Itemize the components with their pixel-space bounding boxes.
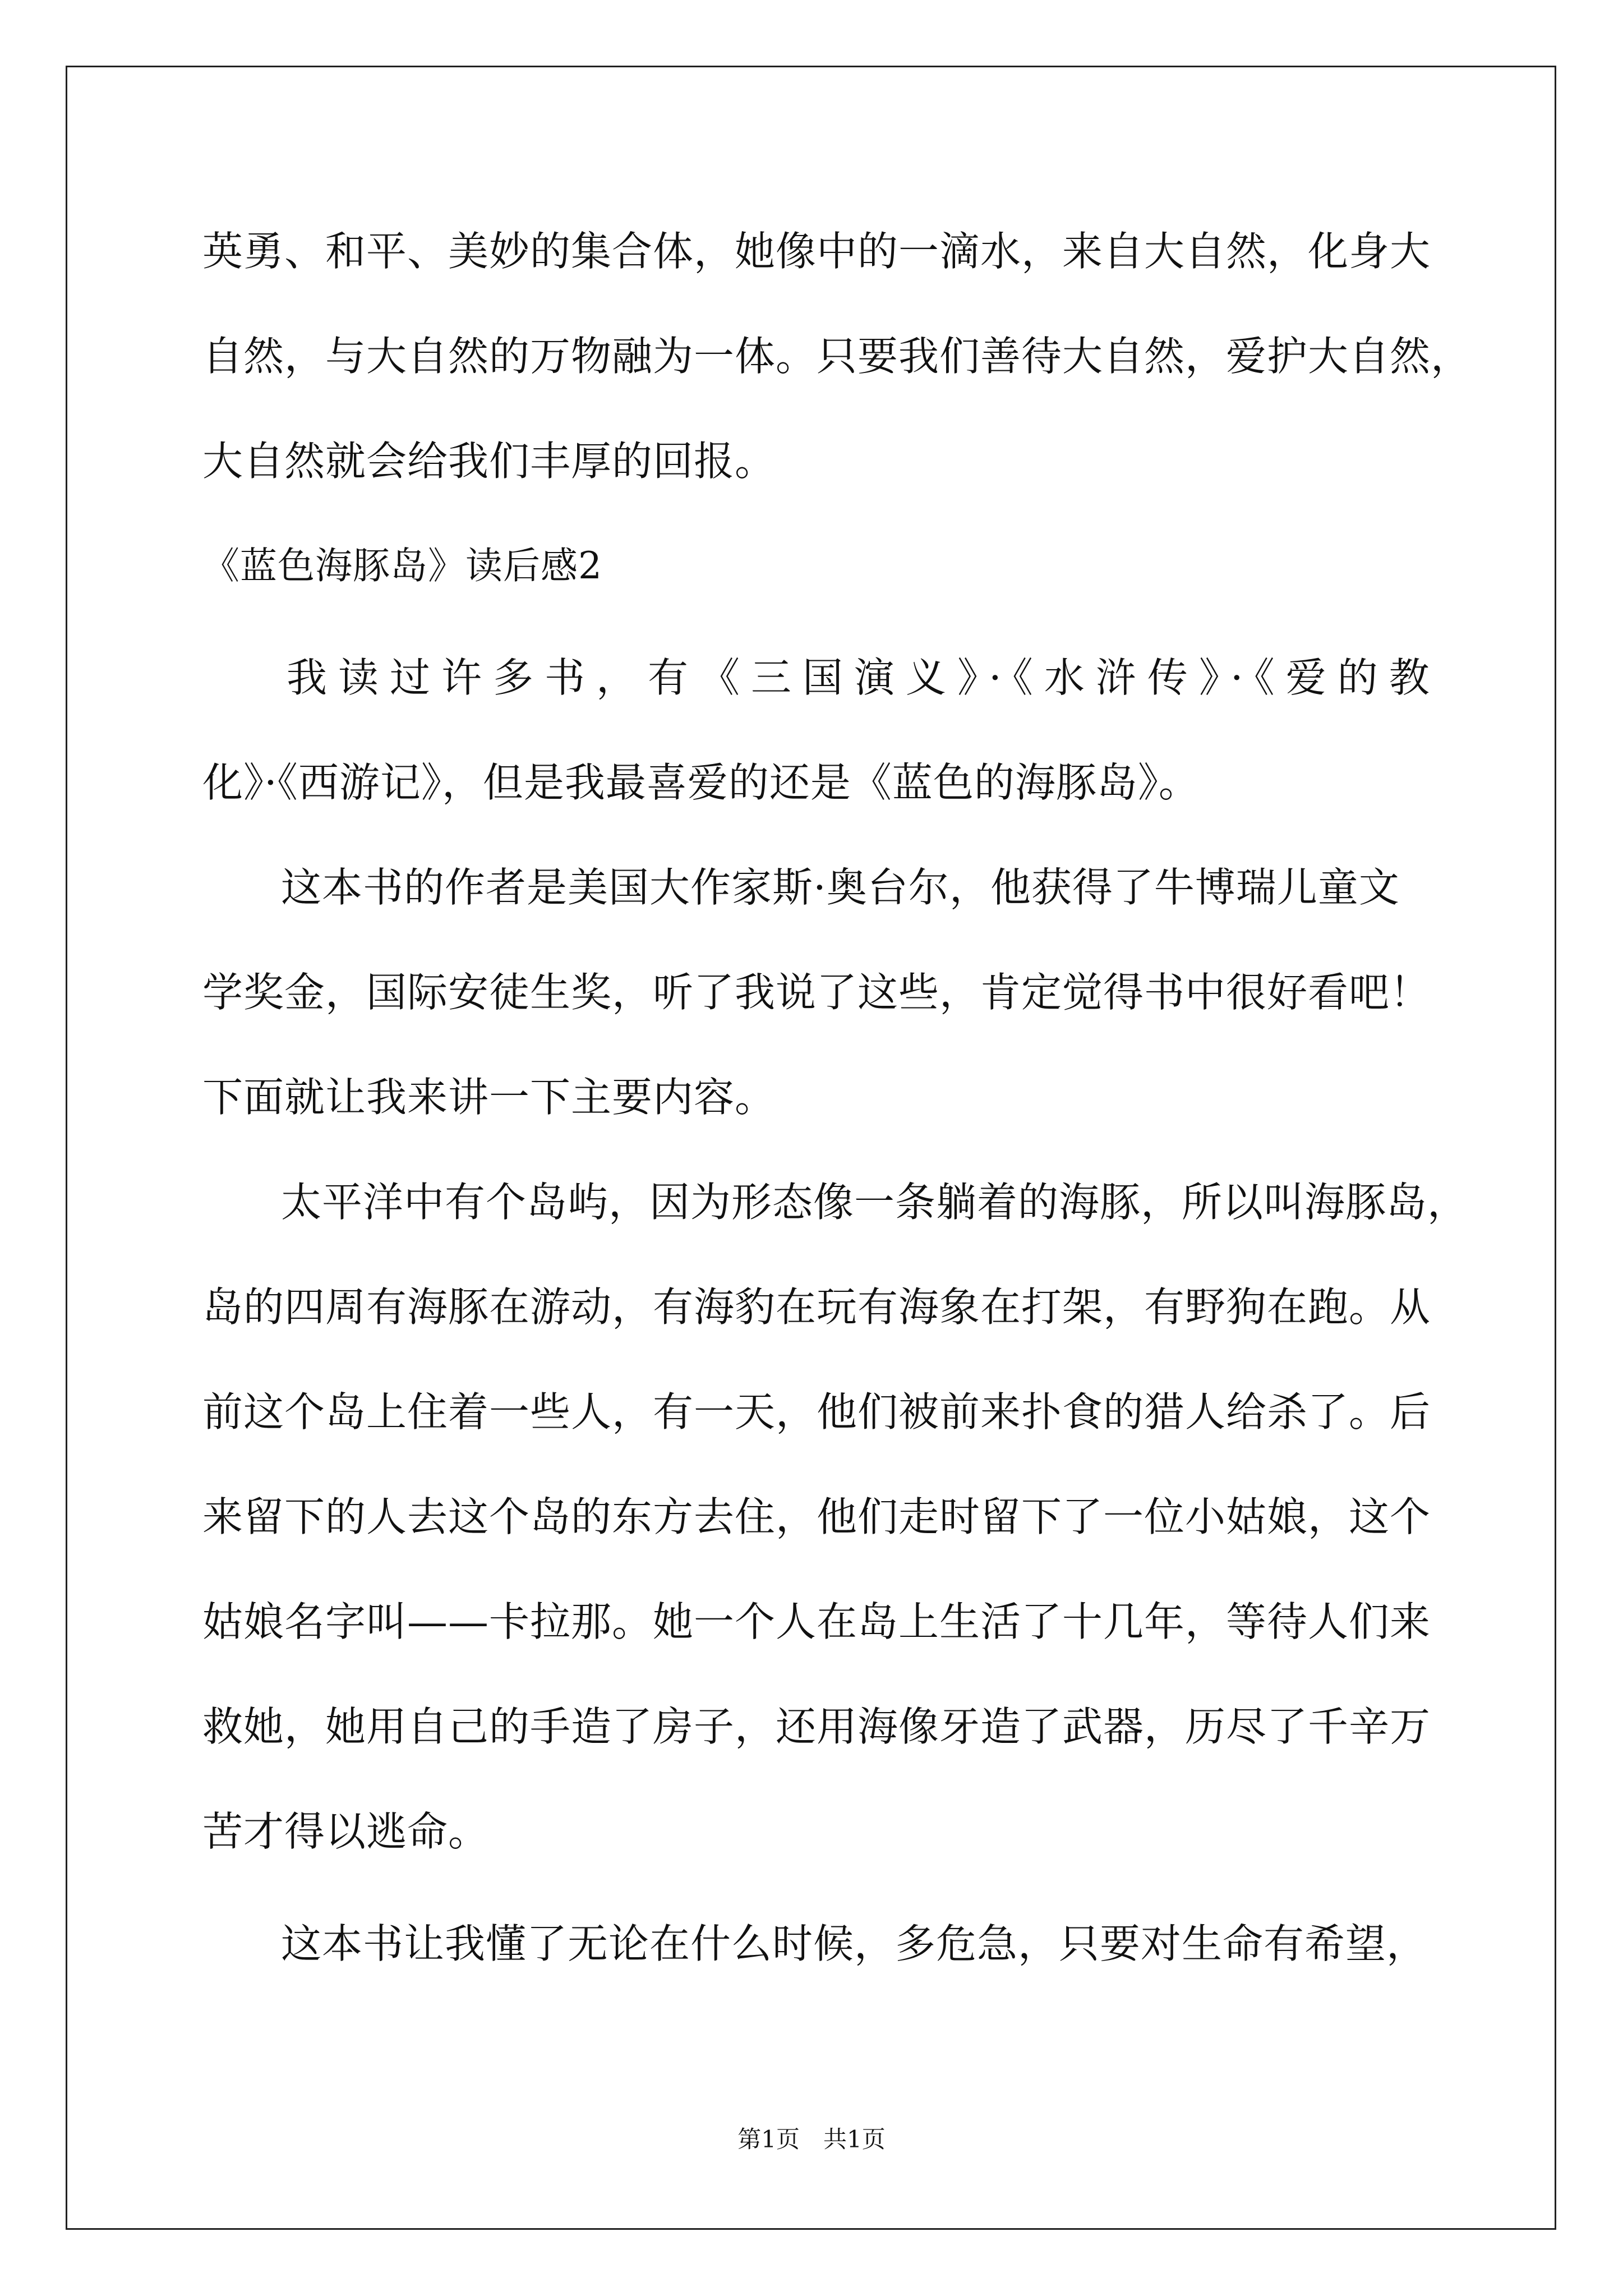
page-footer: 第1页 共1页 bbox=[737, 2125, 886, 2153]
text-line: 前这个岛上住着一些人，有一天，他们被前来扑食的猎人给杀了。后 bbox=[202, 1388, 1431, 1435]
section-heading: 《蓝色海豚岛》读后感2 bbox=[202, 544, 602, 587]
text-line: 化》·《西游记》，但是我最喜爱的还是《蓝色的海豚岛》。 bbox=[202, 759, 1200, 806]
text-line: 姑娘名字叫——卡拉那。她一个人在岛上生活了十几年，等待人们来 bbox=[202, 1598, 1431, 1645]
paragraph-first-line: 我读过许多书，有《三国演义》·《水浒传》·《爱的教 bbox=[287, 654, 1441, 701]
text-line: 救她，她用自己的手造了房子，还用海像牙造了武器，历尽了千辛万 bbox=[202, 1703, 1431, 1750]
text-line: 苦才得以逃命。 bbox=[202, 1808, 490, 1855]
paragraph-first-line: 这本书让我懂了无论在什么时候，多危急，只要对生命有希望， bbox=[281, 1920, 1428, 1967]
paragraph-first-line: 这本书的作者是美国大作家斯·奥台尔，他获得了牛博瑞儿童文 bbox=[281, 864, 1400, 911]
text-line: 下面就让我来讲一下主要内容。 bbox=[202, 1074, 776, 1121]
text-line: 自然，与大自然的万物融为一体。只要我们善待大自然，爱护大自然， bbox=[202, 333, 1472, 380]
paragraph-first-line: 太平洋中有个岛屿，因为形态像一条躺着的海豚，所以叫海豚岛， bbox=[281, 1179, 1469, 1226]
text-line: 岛的四周有海豚在游动，有海豹在玩有海象在打架，有野狗在跑。从 bbox=[202, 1283, 1431, 1331]
page-border bbox=[66, 66, 1556, 2230]
text-line: 大自然就会给我们丰厚的回报。 bbox=[202, 438, 776, 485]
text-line: 英勇、和平、美妙的集合体，她像中的一滴水，来自大自然，化身大 bbox=[202, 228, 1431, 275]
text-line: 学奖金，国际安徒生奖，听了我说了这些，肯定觉得书中很好看吧！ bbox=[202, 969, 1431, 1016]
text-line: 来留下的人去这个岛的东方去住，他们走时留下了一位小姑娘，这个 bbox=[202, 1493, 1431, 1540]
